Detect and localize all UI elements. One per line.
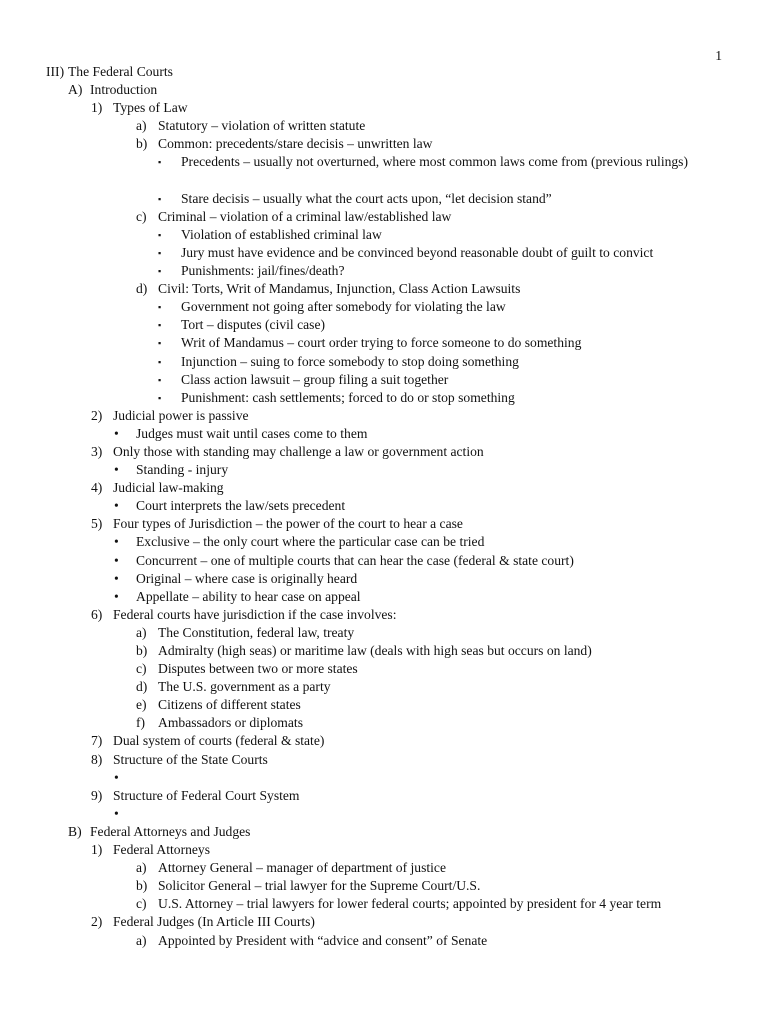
item-text: Statutory – violation of written statute (158, 118, 366, 134)
item-text: Structure of the State Courts (113, 751, 268, 767)
item-text: Exclusive – the only court where the particular case can be tried (136, 534, 485, 550)
item-marker: III) (46, 64, 65, 79)
outline-item (0, 117, 768, 135)
outline (0, 63, 768, 950)
outline-item (0, 244, 768, 262)
outline-item (0, 226, 768, 244)
outline-item (0, 63, 768, 81)
item-marker: c) (136, 208, 147, 224)
outline-item (0, 624, 768, 642)
page-number: 1 (715, 48, 722, 63)
bullet-icon: ▪ (158, 356, 162, 367)
outline-item (0, 190, 768, 208)
bullet-icon: ▪ (158, 266, 162, 277)
item-text: Standing - injury (136, 462, 229, 478)
item-marker: b) (136, 643, 148, 658)
bullet-icon: ▪ (158, 392, 162, 403)
outline-item (0, 570, 768, 588)
item-text: Tort – disputes (civil case) (181, 317, 326, 333)
outline-item (0, 841, 768, 859)
outline-item (0, 859, 768, 877)
item-text: Jury must have evidence and be convinced beyond reasonable doubt of guilt to convict (181, 244, 654, 260)
item-marker: b) (136, 878, 148, 894)
bullet-icon: • (114, 498, 119, 514)
item-text: Ambassadors or diplomats (158, 715, 303, 731)
item-text: Structure of Federal Court System (113, 787, 300, 803)
outline-item (0, 407, 768, 425)
outline-item (0, 262, 768, 280)
item-marker: A) (68, 82, 83, 98)
outline-item (0, 353, 768, 371)
outline-item (0, 642, 768, 660)
item-text: Punishment: cash settlements; forced to do or stop something (181, 389, 515, 405)
outline-item (0, 588, 768, 606)
item-text: Citizens of different states (158, 697, 301, 713)
outline-item (0, 153, 768, 189)
item-text: Concurrent – one of multiple courts that can hear the case (federal & state court) (136, 552, 574, 568)
bullet-icon: ▪ (158, 338, 162, 349)
item-marker: a) (136, 860, 147, 876)
item-text: Violation of established criminal law (181, 226, 382, 242)
outline-item (0, 769, 768, 787)
bullet-icon: ▪ (158, 320, 162, 331)
outline-item (0, 280, 768, 298)
bullet-icon: • (114, 570, 119, 586)
item-text: The U.S. government as a party (158, 679, 331, 695)
item-text: Original – where case is originally heard (136, 570, 358, 586)
item-text: Introduction (90, 82, 158, 98)
bullet-icon: • (114, 425, 119, 441)
item-marker: d) (136, 281, 148, 297)
item-marker: a) (136, 624, 147, 640)
item-text: Solicitor General – trial lawyer for the Supreme Court/U.S. (158, 878, 481, 894)
bullet-icon: • (114, 805, 119, 821)
item-text: Attorney General – manager of department of justice (158, 860, 446, 876)
outline-item (0, 732, 768, 750)
item-marker: b) (136, 136, 148, 152)
item-marker: 5) (91, 516, 103, 532)
outline-item (0, 696, 768, 714)
item-marker: 8) (91, 751, 103, 767)
outline-item (0, 913, 768, 931)
item-marker: 2) (91, 407, 103, 423)
bullet-icon: ▪ (158, 247, 162, 258)
item-marker: a) (136, 932, 147, 948)
outline-item (0, 135, 768, 153)
item-marker: c) (136, 896, 147, 912)
item-text: Government not going after somebody for violating the law (181, 299, 506, 315)
outline-item (0, 552, 768, 570)
item-text: Federal courts have jurisdiction if the case involves: (113, 606, 397, 622)
item-marker: B) (68, 823, 82, 839)
item-text: Precedents – usually not overturned, where most common laws come from (previous rulings) (181, 154, 689, 170)
item-text: Types of Law (113, 100, 188, 116)
outline-item (0, 81, 768, 99)
outline-item (0, 497, 768, 515)
item-text: The Federal Courts (68, 64, 173, 79)
item-text: Common: precedents/stare decisis – unwritten law (158, 136, 433, 152)
outline-item (0, 678, 768, 696)
bullet-icon: • (114, 534, 119, 550)
item-marker: c) (136, 661, 147, 677)
outline-item (0, 371, 768, 389)
outline-item (0, 316, 768, 334)
item-marker: d) (136, 679, 148, 695)
outline-item (0, 877, 768, 895)
bullet-icon: ▪ (158, 229, 162, 240)
bullet-icon: • (114, 588, 119, 604)
outline-item (0, 606, 768, 624)
item-marker: f) (136, 715, 146, 731)
outline-item (0, 714, 768, 732)
bullet-icon: ▪ (158, 374, 162, 385)
outline-item (0, 823, 768, 841)
item-marker: 7) (91, 733, 103, 749)
item-text: Federal Judges (In Article III Courts) (113, 914, 315, 930)
item-text: Dual system of courts (federal & state) (113, 733, 325, 749)
item-text: Appellate – ability to hear case on appeal (136, 588, 361, 604)
item-marker: 9) (91, 787, 103, 803)
item-text: Four types of Jurisdiction – the power of the court to hear a case (113, 516, 463, 532)
item-text: Civil: Torts, Writ of Mandamus, Injunction, Class Action Lawsuits (158, 281, 521, 297)
outline-item (0, 208, 768, 226)
outline-item (0, 805, 768, 823)
bullet-icon: ▪ (158, 157, 162, 168)
item-text: Federal Attorneys (113, 842, 211, 858)
item-text: Appointed by President with “advice and consent” of Senate (158, 932, 488, 948)
item-marker: a) (136, 118, 147, 134)
item-text: Class action lawsuit – group filing a suit together (181, 371, 449, 387)
outline-item (0, 932, 768, 950)
item-marker: 6) (91, 606, 103, 622)
outline-item (0, 660, 768, 678)
bullet-icon: • (114, 462, 119, 478)
item-text: Disputes between two or more states (158, 661, 358, 677)
item-marker: 2) (91, 914, 103, 930)
item-text: Federal Attorneys and Judges (90, 823, 251, 839)
item-marker: e) (136, 697, 147, 713)
item-text: Injunction – suing to force somebody to stop doing something (181, 353, 519, 369)
item-text: Judicial power is passive (113, 407, 249, 423)
item-text: Court interprets the law/sets precedent (136, 498, 346, 514)
item-marker: 3) (91, 443, 103, 459)
item-text: Criminal – violation of a criminal law/established law (158, 208, 452, 224)
item-text: Punishments: jail/fines/death? (181, 263, 345, 279)
bullet-icon: • (114, 552, 119, 568)
item-text: Stare decisis – usually what the court acts upon, “let decision stand” (181, 190, 552, 206)
outline-item (0, 425, 768, 443)
item-text: Only those with standing may challenge a law or government action (113, 443, 484, 459)
item-text: Judicial law-making (113, 480, 224, 496)
item-text: Writ of Mandamus – court order trying to force someone to do something (181, 335, 582, 351)
outline-item (0, 461, 768, 479)
outline-item (0, 479, 768, 497)
outline-item (0, 515, 768, 533)
item-marker: 4) (91, 480, 103, 496)
item-marker: 1) (91, 842, 103, 858)
item-text: U.S. Attorney – trial lawyers for lower federal courts; appointed by president for 4 year term (158, 896, 662, 912)
outline-item (0, 751, 768, 769)
outline-item (0, 533, 768, 551)
bullet-icon: • (114, 769, 119, 785)
outline-item (0, 895, 768, 913)
outline-item (0, 787, 768, 805)
outline-item (0, 389, 768, 407)
item-text: The Constitution, federal law, treaty (158, 624, 355, 640)
item-text: Admiralty (high seas) or maritime law (deals with high seas but occurs on land) (158, 643, 592, 658)
outline-item (0, 99, 768, 117)
bullet-icon: ▪ (158, 193, 162, 204)
outline-item (0, 298, 768, 316)
outline-item (0, 443, 768, 461)
outline-item (0, 334, 768, 352)
bullet-icon: ▪ (158, 302, 162, 313)
item-marker: 1) (91, 100, 103, 116)
item-text: Judges must wait until cases come to them (136, 425, 368, 441)
